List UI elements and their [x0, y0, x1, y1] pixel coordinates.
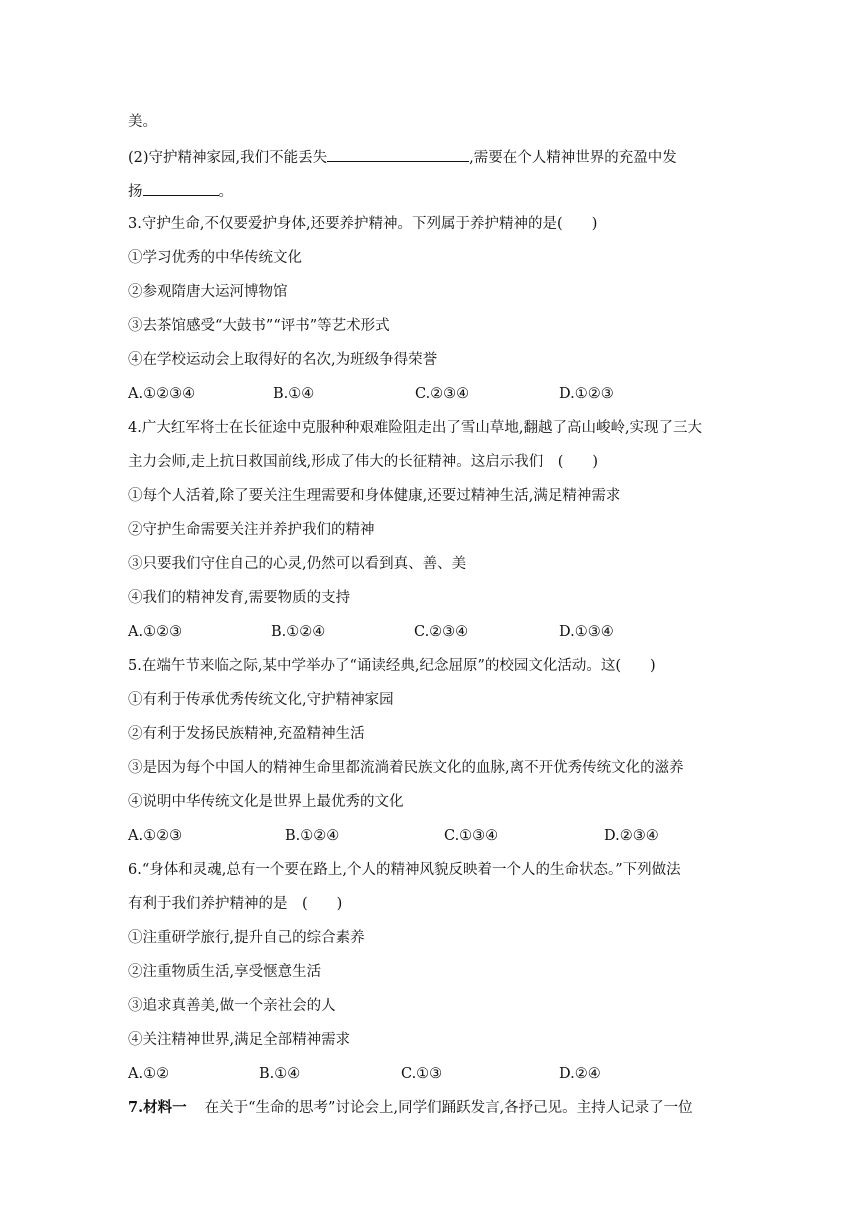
- question-7-stem: [128, 1098, 740, 1118]
- option-d[interactable]: D.②④: [559, 1066, 601, 1082]
- fill-blank[interactable]: [327, 146, 469, 162]
- statement: ②参观隋唐大运河博物馆: [128, 284, 288, 300]
- option-a[interactable]: A.①②: [128, 1066, 170, 1082]
- question-6-stem: 6.“身体和灵魂,总有一个要在路上,个人的精神风貌反映着一个人的生命状态。”下列做法: [128, 862, 681, 878]
- statement: ④我们的精神发育,需要物质的支持: [128, 590, 351, 606]
- option-a[interactable]: A.①②③④: [128, 386, 196, 402]
- option-b[interactable]: B.①②④: [285, 828, 340, 844]
- question-5-stem: 5.在端午节来临之际,某中学举办了“诵读经典,纪念屈原”的校园文化活动。这( ): [128, 658, 656, 674]
- question-2-2: [128, 146, 740, 168]
- option-a[interactable]: A.①②③: [128, 624, 183, 640]
- statement: ③只要我们守住自己的心灵,仍然可以看到真、善、美: [128, 556, 467, 572]
- material-label: 7.材料一: [128, 1099, 187, 1116]
- text-segment: 扬: [128, 184, 143, 200]
- statement: ④说明中华传统文化是世界上最优秀的文化: [128, 794, 404, 810]
- option-d[interactable]: D.②③④: [604, 828, 659, 844]
- statement: ①有利于传承优秀传统文化,守护精神家园: [128, 692, 394, 708]
- option-a[interactable]: A.①②③: [128, 828, 183, 844]
- option-d[interactable]: D.①③④: [559, 624, 614, 640]
- text-line: 美。: [128, 114, 157, 130]
- fill-blank[interactable]: [143, 180, 219, 196]
- statement: ②有利于发扬民族精神,充盈精神生活: [128, 726, 365, 742]
- option-c[interactable]: C.②③④: [414, 624, 469, 640]
- statement: ④在学校运动会上取得好的名次,为班级争得荣誉: [128, 352, 438, 368]
- statement: ③追求真善美,做一个亲社会的人: [128, 998, 336, 1014]
- question-4-stem-cont: 主力会师,走上抗日救国前线,形成了伟大的长征精神。这启示我们 ( ): [128, 454, 599, 470]
- statement: ②守护生命需要关注并养护我们的精神: [128, 522, 375, 538]
- option-c[interactable]: C.②③④: [415, 386, 470, 402]
- option-c[interactable]: C.①③④: [444, 828, 499, 844]
- text-segment: 。: [218, 184, 233, 200]
- text-segment: 在关于“生命的思考”讨论会上,同学们踊跃发言,各抒己见。主持人记录了一位: [204, 1100, 693, 1116]
- question-3-stem: 3.守护生命,不仅要爱护身体,还要养护精神。下列属于养护精神的是( ): [128, 216, 598, 232]
- option-b[interactable]: B.①④: [259, 1066, 301, 1082]
- option-d[interactable]: D.①②③: [559, 386, 614, 402]
- option-b[interactable]: B.①④: [273, 386, 315, 402]
- question-4-stem: 4.广大红军将士在长征途中克服种种艰难险阻走出了雪山草地,翻越了高山峻岭,实现了三大: [128, 420, 703, 436]
- statement: ①学习优秀的中华传统文化: [128, 250, 302, 266]
- statement: ①注重研学旅行,提升自己的综合素养: [128, 930, 365, 946]
- statement: ②注重物质生活,享受惬意生活: [128, 964, 322, 980]
- statement: ③是因为每个中国人的精神生命里都流淌着民族文化的血脉,离不开优秀传统文化的滋养: [128, 760, 684, 776]
- text-segment: ,需要在个人精神世界的充盈中发: [469, 150, 677, 166]
- statement: ④关注精神世界,满足全部精神需求: [128, 1032, 351, 1048]
- question-2-2-cont: [128, 180, 740, 202]
- option-c[interactable]: C.①③: [401, 1066, 443, 1082]
- statement: ③去茶馆感受“大鼓书”“评书”等艺术形式: [128, 318, 390, 334]
- statement: ①每个人活着,除了要关注生理需要和身体健康,还要过精神生活,满足精神需求: [128, 488, 621, 504]
- question-6-stem-cont: 有利于我们养护精神的是 ( ): [128, 896, 343, 912]
- text-segment: (2)守护精神家园,我们不能丢失: [128, 150, 328, 166]
- option-b[interactable]: B.①②④: [271, 624, 326, 640]
